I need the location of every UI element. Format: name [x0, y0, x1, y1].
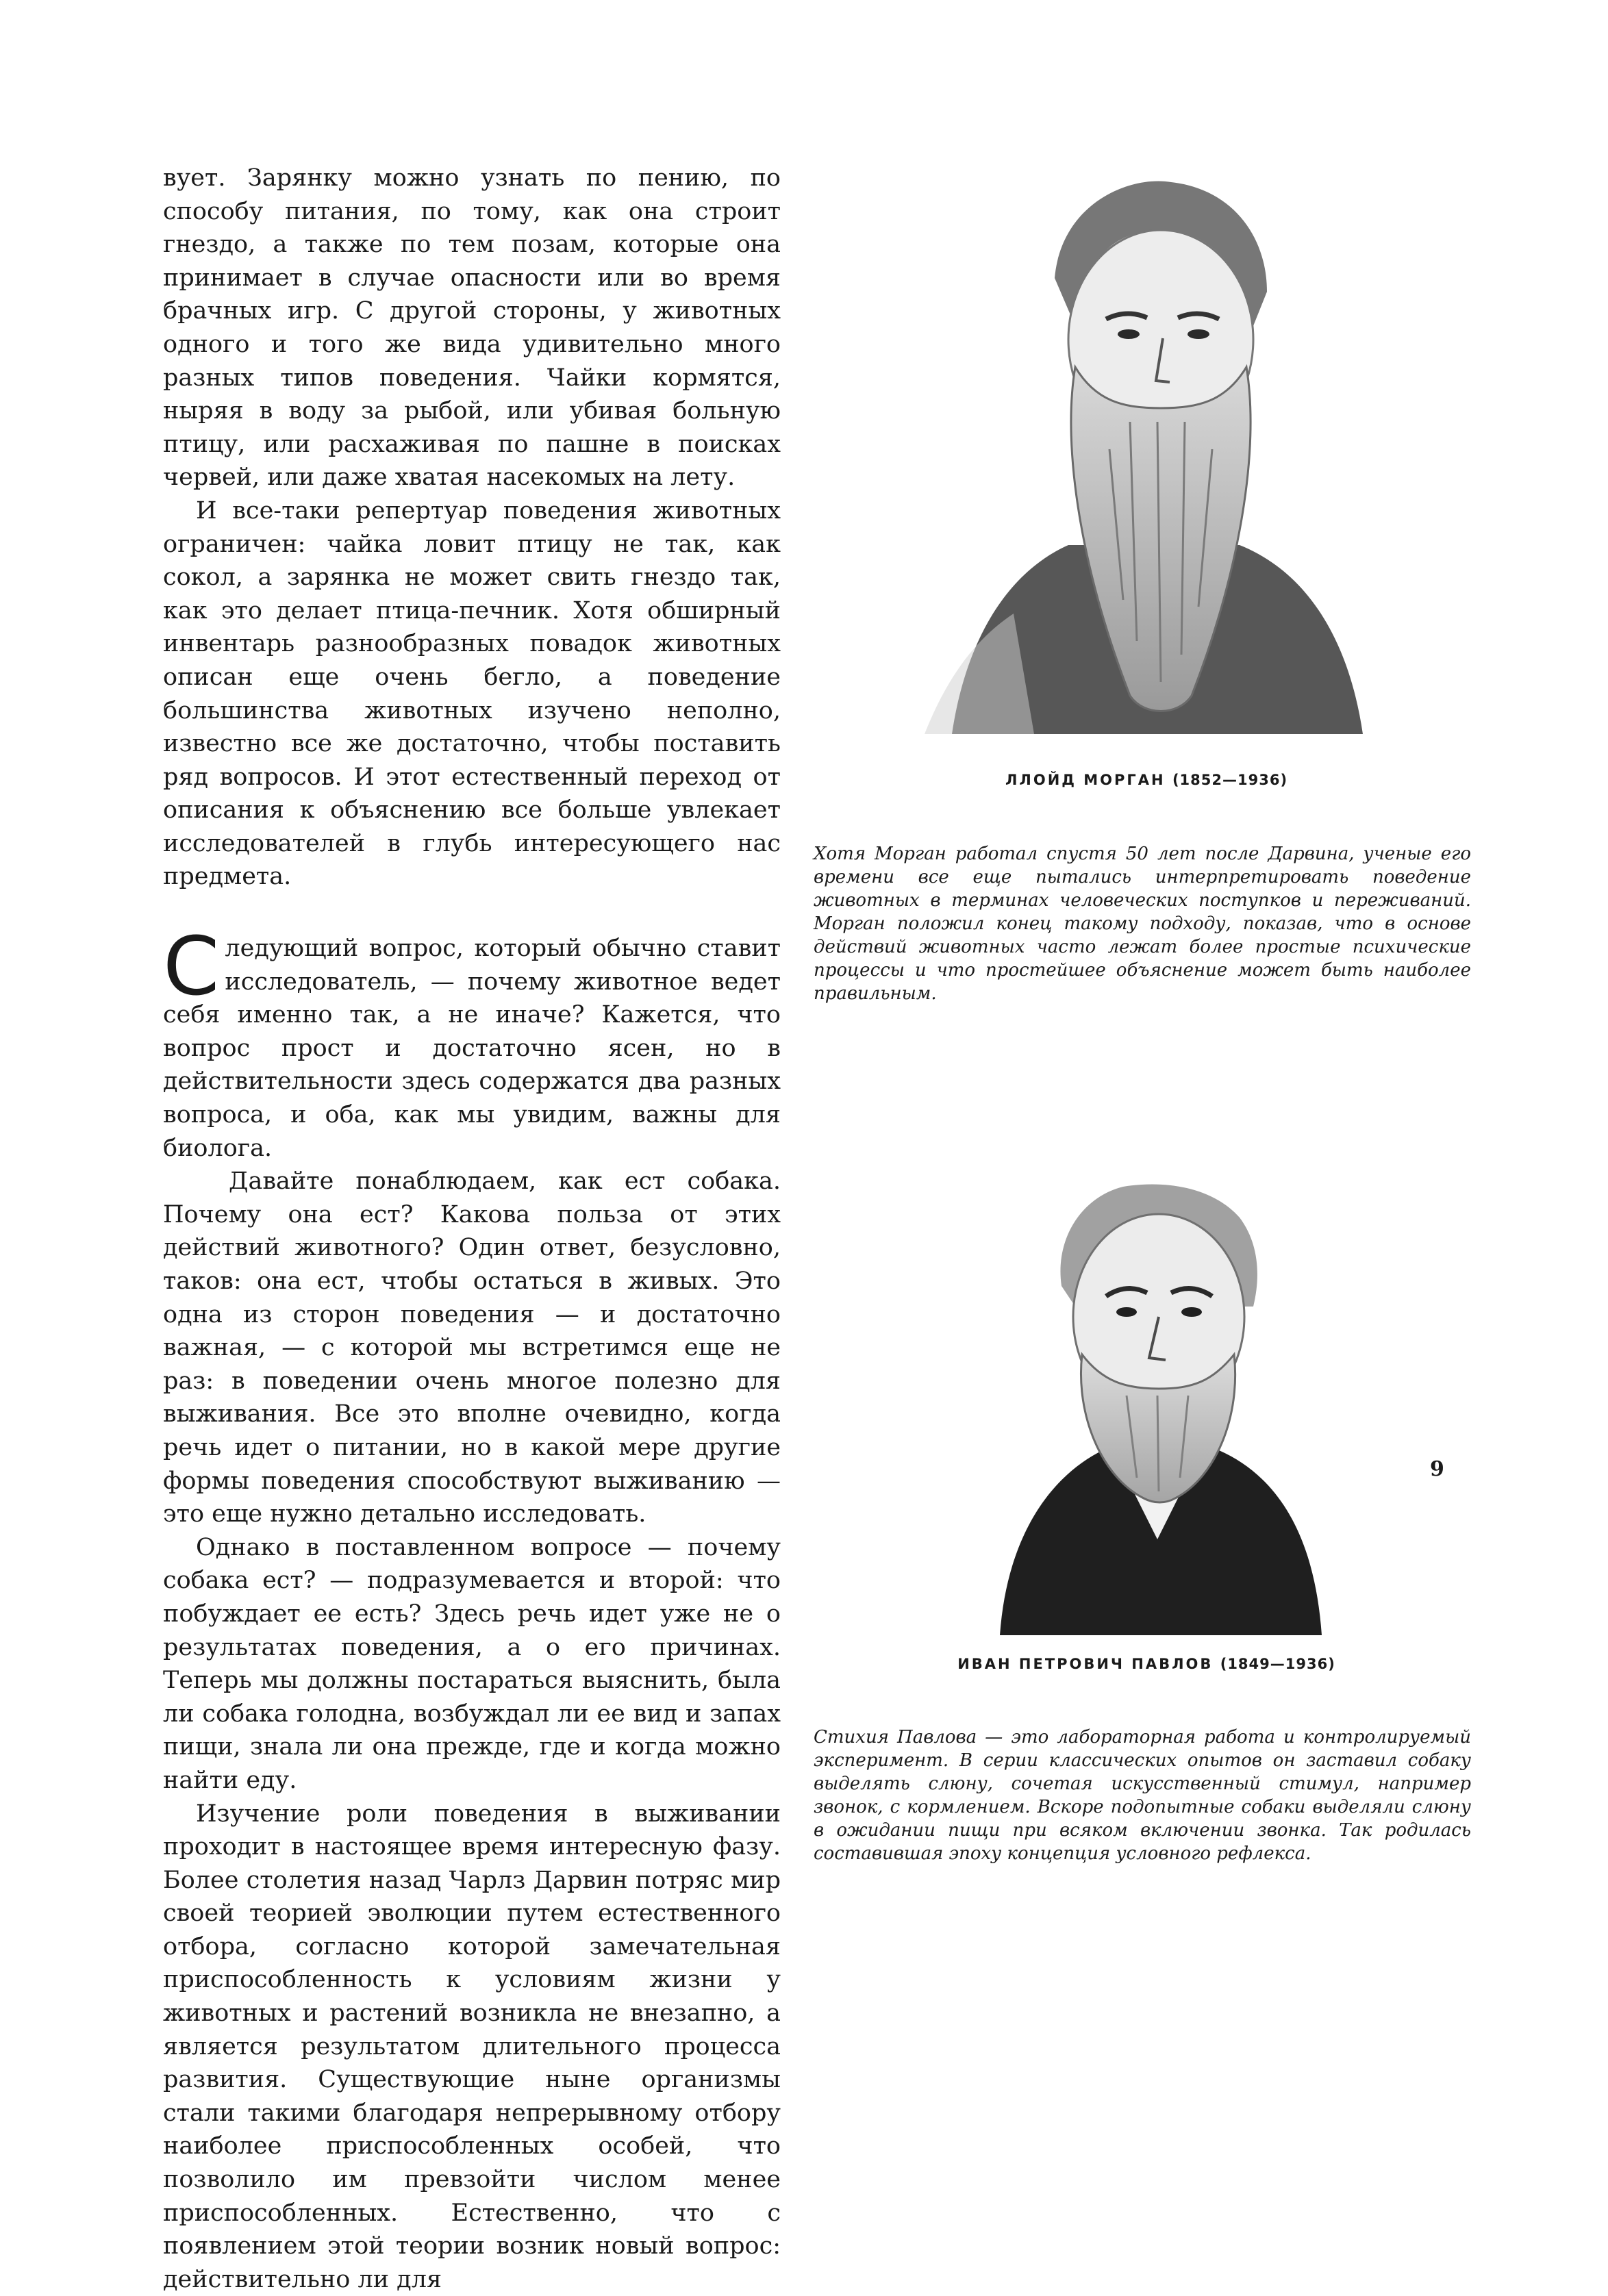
morgan-caption — [807, 772, 1486, 788]
morgan-portrait — [925, 162, 1377, 734]
morgan-caption-years: (1852—1936) — [1172, 772, 1287, 788]
dropcap-paragraph — [163, 932, 781, 1165]
page-number: 9 — [1430, 1457, 1444, 1481]
dropcap-paragraph-text: ледующий вопрос, который обычно ставит исследователь, — почему животное ведет себя именно так, а не иначе? Кажется, что вопрос прост и достаточно ясен, но в действительности здесь содержатся два разных вопроса, и оба, как мы увидим, важны для биолога. — [163, 935, 781, 1162]
pavlov-caption-years: (1849—1936) — [1220, 1656, 1335, 1672]
morgan-caption-name: ЛЛОЙД МОРГАН — [1005, 772, 1166, 788]
pavlov-portrait — [986, 1156, 1329, 1635]
dropcap-letter: С — [163, 935, 219, 998]
paragraph-1: вует. Зарянку можно узнать по пению, по способу питания, по тому, как она строит гнездо, а также по тем позам, которые она принимает в случае опасности или во время брачных игр. С другой стороны, у животных одного и того же вида удивительно много разных типов поведения. Чайки кормятся, ныряя в воду за рыбой, или убивая больную птицу, или расхаживая по пашне в поисках червей, или даже хватая насекомых на лету. — [163, 162, 781, 494]
paragraph-4: Давайте понаблюдаем, как ест собака. Почему она ест? Какова польза от этих действий животного? Один ответ, безусловно, таков: она ест, чтобы остаться в живых. Это одна из сторон поведения — и достаточно важная, — с которой мы встретимся еще не раз: в поведении очень многое полезно для выживания. Все это вполне очевидно, когда речь идет о питании, но в какой мере другие формы поведения способствуют выживанию — это еще нужно детально исследовать. — [163, 1165, 781, 1531]
pavlov-note: Стихия Павлова — это лабораторная работа и контролируемый эксперимент. В серии классических опытов он заставил собаку выделять слюну, сочетая искусственный стимул, например звонок, с кормлением. Вскоре подопытные собаки выделяли слюну в ожидании пищи при всяком включении звонка. Так родилась составившая эпоху концепция условного рефлекса. — [814, 1726, 1471, 1865]
pavlov-caption-name: ИВАН ПЕТРОВИЧ ПАВЛОВ — [957, 1656, 1213, 1672]
paragraph-5: Однако в поставленном вопросе — почему собака ест? — подразумевается и второй: что побуждает ее есть? Здесь речь идет уже не о результатах поведения, а о его причинах. Теперь мы должны постараться выяснить, была ли собака голодна, возбуждал ли ее вид и запах пищи, знала ли она прежде, где и когда можно найти еду. — [163, 1531, 781, 1797]
pavlov-caption — [807, 1656, 1486, 1672]
main-text-column — [163, 162, 781, 2296]
paragraph-2: И все-таки репертуар поведения животных ограничен: чайка ловит птицу не так, как сокол, а зарянка не может свить гнездо так, как это делает птица-печник. Хотя обширный инвентарь разнообразных повадок животных описан еще очень бегло, а поведение большинства животных изучено неполно, известно все же достаточно, чтобы поставить ряд вопросов. И этот естественный переход от описания к объяснению все больше увлекает исследователей в глубь интересующего нас предмета. — [163, 494, 781, 894]
morgan-note: Хотя Морган работал спустя 50 лет после Дарвина, ученые его времени все еще пытались интерпретировать поведение животных в терминах человеческих поступков и переживаний. Морган положил конец такому подходу, показав, что в основе действий животных часто лежат более простые психические процессы и что простейшее объяснение может быть наиболее правильным. — [814, 842, 1471, 1005]
paragraph-6: Изучение роли поведения в выживании проходит в настоящее время интересную фазу. Более столетия назад Чарлз Дарвин потряс мир своей теорией эволюции путем естественного отбора, согласно которой замечательная приспособленность к условиям жизни у животных и растений возникла не внезапно, а является результатом длительного процесса развития. Существующие ныне организмы стали такими благодаря непрерывному отбору наиболее приспособленных особей, что позволило им превзойти числом менее приспособленных. Естественно, что с появлением этой теории возник новый вопрос: действительно ли для — [163, 1797, 781, 2296]
